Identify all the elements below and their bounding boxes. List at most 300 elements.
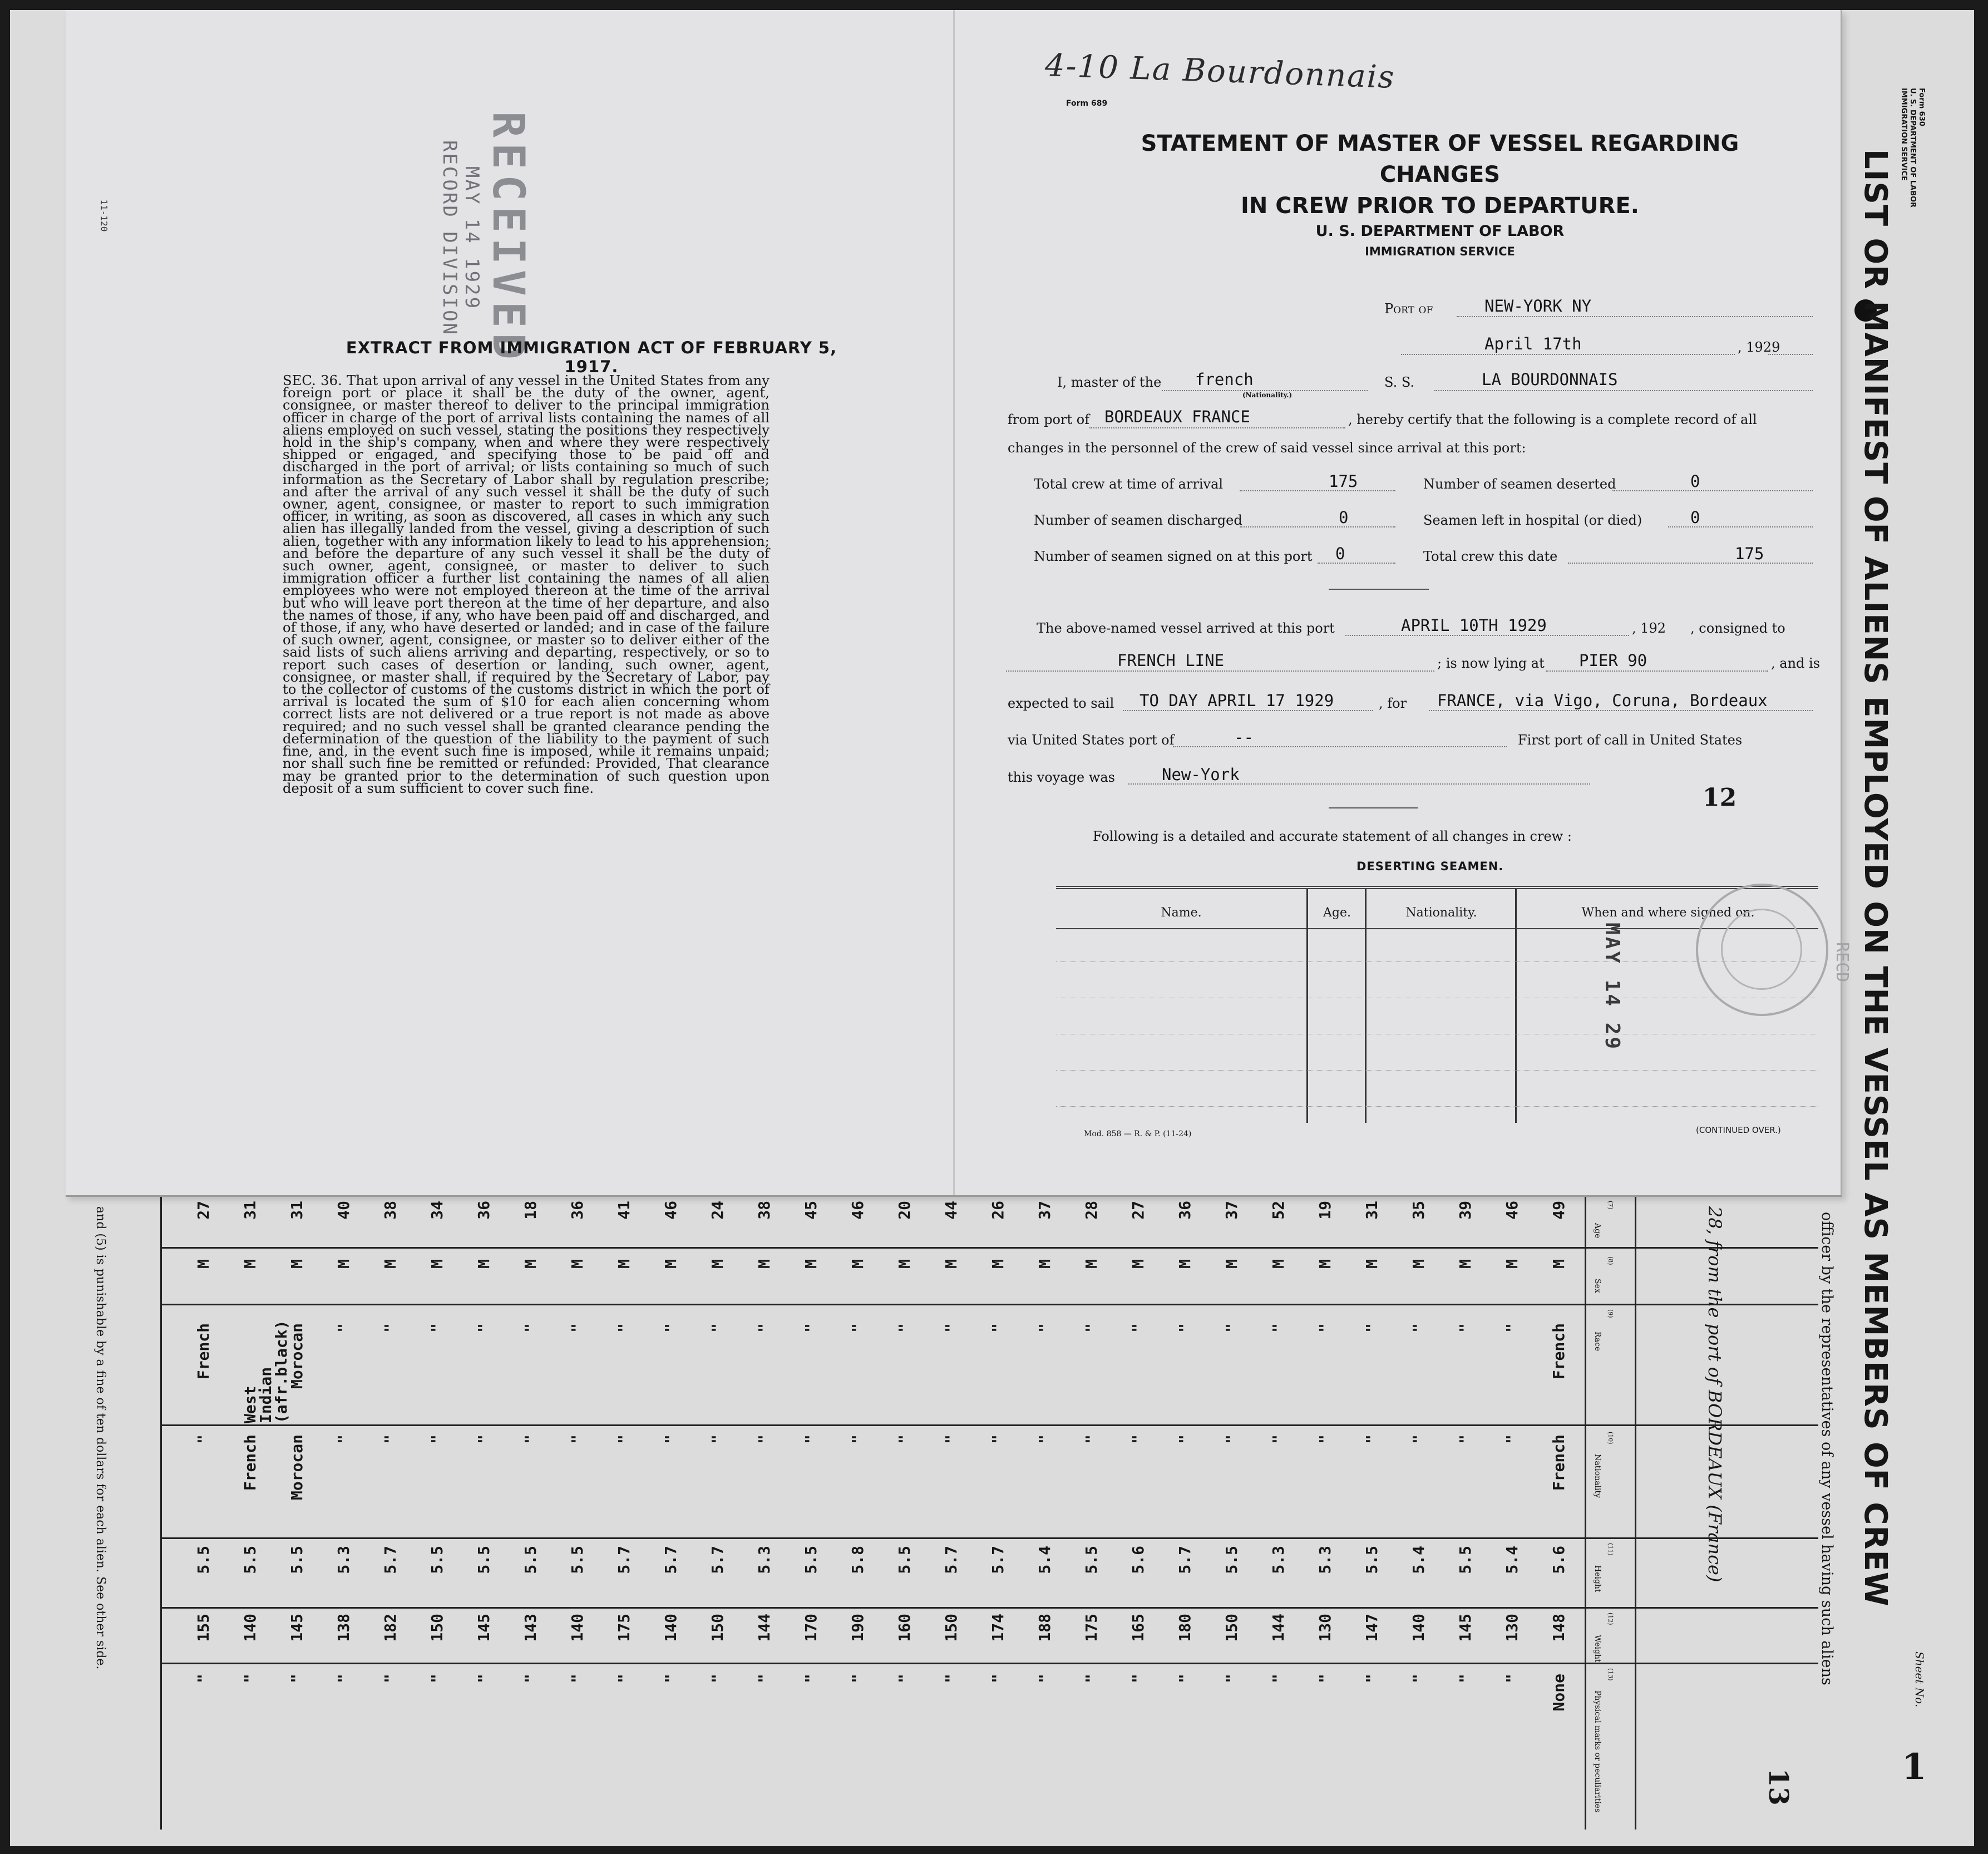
- manifest-cell-nat: ": [1222, 1434, 1241, 1444]
- extract-title: EXTRACT FROM IMMIGRATION ACT OF FEBRUARY 5, 1917.: [346, 338, 837, 376]
- manifest-cell-sex: M: [1035, 1259, 1054, 1269]
- manifest-cell-weight: 180: [1176, 1614, 1194, 1642]
- manifest-cell-height: 5.3: [334, 1546, 353, 1574]
- sheet-label: Sheet No.: [1913, 1651, 1926, 1708]
- manifest-cell-sex: M: [849, 1259, 867, 1269]
- discharged-label: Number of seamen discharged: [1034, 512, 1242, 528]
- manifest-cell-marks: ": [521, 1674, 540, 1683]
- manifest-header-label: Age: [1593, 1223, 1602, 1239]
- manifest-cell-race: Morocan: [288, 1323, 306, 1389]
- manifest-header-number: (11): [1607, 1543, 1614, 1556]
- manifest-cell-marks: ": [475, 1674, 493, 1683]
- manifest-cell-marks: ": [1082, 1674, 1101, 1683]
- manifest-cell-race: ": [1129, 1323, 1147, 1333]
- manifest-cell-marks: ": [708, 1674, 727, 1683]
- manifest-cell-age: 34: [428, 1201, 446, 1220]
- manifest-cell-age: 20: [895, 1201, 914, 1220]
- manifest-cell-nat: ": [1035, 1434, 1054, 1444]
- manifest-cell-weight: 165: [1129, 1614, 1147, 1642]
- manifest-cell-sex: M: [1456, 1259, 1474, 1269]
- table-header-signed-on: When and where signed on.: [1581, 906, 1755, 920]
- manifest-cell-height: 5.7: [615, 1546, 633, 1574]
- manifest-cell-nat: ": [1503, 1434, 1521, 1444]
- document-page: [10, 10, 1974, 1846]
- manifest-cell-sex: M: [755, 1259, 773, 1269]
- manifest-cell-age: 27: [194, 1201, 213, 1220]
- total-crew-arrival-label: Total crew at time of arrival: [1034, 476, 1224, 492]
- manifest-cell-nat: ": [568, 1434, 586, 1444]
- manifest-cell-weight: 175: [615, 1614, 633, 1642]
- manifest-cell-marks: ": [1129, 1674, 1147, 1683]
- manifest-cell-sex: M: [1082, 1259, 1101, 1269]
- manifest-cell-weight: 150: [708, 1614, 727, 1642]
- manifest-cell-race: ": [1269, 1323, 1287, 1333]
- manifest-cell-race: ": [942, 1323, 960, 1333]
- lying-label: ; is now lying at: [1437, 655, 1545, 671]
- manifest-cell-nat: Morocan: [288, 1434, 306, 1501]
- sheet-number: 1: [1902, 1746, 1927, 1788]
- hospital-label: Seamen left in hospital (or died): [1423, 512, 1642, 528]
- side-number: 11-120: [98, 199, 110, 232]
- manifest-table: [160, 1195, 1818, 1830]
- manifest-cell-marks: ": [802, 1674, 820, 1683]
- from-port-value: BORDEAUX FRANCE: [1104, 407, 1250, 426]
- manifest-cell-age: 45: [802, 1201, 820, 1220]
- manifest-cell-sex: M: [1129, 1259, 1147, 1269]
- manifest-cell-nat: ": [334, 1434, 353, 1444]
- manifest-cell-weight: 145: [288, 1614, 306, 1642]
- manifest-cell-sex: M: [662, 1259, 680, 1269]
- manifest-cell-nat: ": [1409, 1434, 1428, 1444]
- manifest-cell-age: 27: [1129, 1201, 1147, 1220]
- manifest-cell-nat: ": [475, 1434, 493, 1444]
- total-crew-arrival-value: 175: [1329, 472, 1358, 491]
- manifest-cell-nat: ": [194, 1434, 213, 1444]
- manifest-title: LIST OR MANIFEST OF ALIENS EMPLOYED ON THE VESSEL AS MEMBERS OF CREW: [1857, 149, 1893, 1607]
- manifest-cell-marks: ": [662, 1674, 680, 1683]
- manifest-cell-height: 5.3: [1316, 1546, 1334, 1574]
- manifest-cell-marks: ": [1409, 1674, 1428, 1683]
- manifest-cell-height: 5.6: [1550, 1546, 1568, 1574]
- manifest-cell-age: 49: [1550, 1201, 1568, 1220]
- manifest-footer: and (5) is punishable by a fine of ten dollars for each alien. See other side.: [93, 1206, 107, 1670]
- manifest-header-label: Sex: [1593, 1279, 1602, 1293]
- manifest-cell-weight: 190: [849, 1614, 867, 1642]
- manifest-cell-sex: M: [428, 1259, 446, 1269]
- manifest-cell-height: 5.7: [942, 1546, 960, 1574]
- manifest-cell-sex: M: [1176, 1259, 1194, 1269]
- manifest-cell-weight: 143: [521, 1614, 540, 1642]
- manifest-cell-weight: 140: [241, 1614, 259, 1642]
- manifest-cell-weight: 144: [1269, 1614, 1287, 1642]
- manifest-cell-height: 5.5: [802, 1546, 820, 1574]
- deserted-value: 0: [1690, 472, 1700, 491]
- manifest-cell-height: 5.5: [1363, 1546, 1381, 1574]
- manifest-cell-weight: 174: [989, 1614, 1007, 1642]
- manifest-cell-sex: M: [1363, 1259, 1381, 1269]
- manifest-cell-sex: M: [708, 1259, 727, 1269]
- manifest-cell-marks: ": [568, 1674, 586, 1683]
- manifest-cell-weight: 182: [381, 1614, 399, 1642]
- date-stamp: MAY 14 29: [1601, 923, 1624, 1052]
- manifest-cell-age: 52: [1269, 1201, 1287, 1220]
- manifest-cell-height: 5.5: [475, 1546, 493, 1574]
- manifest-cell-height: 5.7: [708, 1546, 727, 1574]
- manifest-cell-nat: ": [381, 1434, 399, 1444]
- manifest-cell-race: ": [989, 1323, 1007, 1333]
- manifest-cell-height: 5.7: [989, 1546, 1007, 1574]
- manifest-cell-weight: 150: [942, 1614, 960, 1642]
- manifest-cell-sex: M: [288, 1259, 306, 1269]
- for-value: FRANCE, via Vigo, Coruna, Bordeaux: [1437, 691, 1768, 710]
- manifest-cell-weight: 175: [1082, 1614, 1101, 1642]
- manifest-cell-race: ": [755, 1323, 773, 1333]
- manifest-cell-height: 5.5: [288, 1546, 306, 1574]
- manifest-cell-age: 31: [288, 1201, 306, 1220]
- manifest-cell-nat: ": [802, 1434, 820, 1444]
- manifest-cell-marks: ": [1269, 1674, 1287, 1683]
- arrived-value: APRIL 10TH 1929: [1401, 616, 1547, 635]
- form-630-label: Form 630 U. S. DEPARTMENT OF LABOR IMMIGRATION SERVICE: [1900, 88, 1926, 208]
- manifest-cell-nat: ": [755, 1434, 773, 1444]
- following-text: Following is a detailed and accurate statement of all changes in crew :: [1093, 829, 1572, 844]
- manifest-cell-weight: 130: [1503, 1614, 1521, 1642]
- manifest-cell-marks: ": [1035, 1674, 1054, 1683]
- manifest-cell-age: 28: [1082, 1201, 1101, 1220]
- manifest-cell-age: 40: [334, 1201, 353, 1220]
- first-port-label: First port of call in United States: [1518, 732, 1743, 748]
- record-division-stamp: RECORD DIVISION: [438, 140, 461, 337]
- manifest-cell-nat: ": [989, 1434, 1007, 1444]
- manifest-cell-weight: 148: [1550, 1614, 1568, 1642]
- table-header-age: Age.: [1323, 906, 1351, 920]
- manifest-cell-nat: ": [708, 1434, 727, 1444]
- manifest-cell-race: ": [475, 1323, 493, 1333]
- manifest-cell-weight: 150: [1222, 1614, 1241, 1642]
- manifest-cell-height: 5.5: [241, 1546, 259, 1574]
- consignee-value: FRENCH LINE: [1117, 651, 1225, 670]
- manifest-cell-marks: ": [1222, 1674, 1241, 1683]
- manifest-cell-marks: ": [989, 1674, 1007, 1683]
- master-label: I, master of the: [1057, 374, 1162, 390]
- manifest-cell-height: 5.8: [849, 1546, 867, 1574]
- handwritten-note: 4-10 La Bourdonnais: [1044, 47, 1396, 96]
- for-label: , for: [1379, 696, 1407, 711]
- manifest-header-number: (8): [1607, 1256, 1614, 1265]
- signed-on-value: 0: [1335, 544, 1345, 563]
- via-label: via United States port of: [1008, 732, 1175, 748]
- form-689-sheet: [66, 10, 1852, 1197]
- department-heading: [1273, 221, 1607, 262]
- manifest-cell-sex: M: [334, 1259, 353, 1269]
- manifest-subtitle: officer by the representatives of any vessel having such aliens: [1818, 1212, 1836, 1685]
- manifest-cell-marks: ": [1176, 1674, 1194, 1683]
- voyage-label: this voyage was: [1008, 770, 1115, 785]
- manifest-cell-age: 19: [1316, 1201, 1334, 1220]
- manifest-cell-race: ": [895, 1323, 914, 1333]
- deserted-label: Number of seamen deserted: [1423, 476, 1616, 492]
- manifest-cell-race: ": [849, 1323, 867, 1333]
- manifest-cell-nat: ": [1082, 1434, 1101, 1444]
- ss-label: S. S.: [1384, 374, 1415, 390]
- table-header-nationality: Nationality.: [1405, 906, 1477, 920]
- manifest-header-label: Weight: [1593, 1635, 1602, 1663]
- manifest-cell-weight: 147: [1363, 1614, 1381, 1642]
- manifest-cell-age: 35: [1409, 1201, 1428, 1220]
- manifest-header-number: (13): [1607, 1668, 1614, 1681]
- manifest-cell-nat: French: [241, 1434, 259, 1491]
- manifest-cell-age: 36: [475, 1201, 493, 1220]
- manifest-cell-age: 39: [1456, 1201, 1474, 1220]
- manifest-cell-race: French: [1550, 1323, 1568, 1380]
- manifest-cell-sex: M: [241, 1259, 259, 1269]
- manifest-cell-marks: ": [615, 1674, 633, 1683]
- manifest-cell-sex: M: [1316, 1259, 1334, 1269]
- manifest-cell-sex: M: [521, 1259, 540, 1269]
- manifest-cell-age: 36: [1176, 1201, 1194, 1220]
- manifest-cell-race: ": [1176, 1323, 1194, 1333]
- manifest-cell-marks: ": [381, 1674, 399, 1683]
- voyage-value: New-York: [1162, 765, 1240, 784]
- lying-value: PIER 90: [1579, 651, 1647, 670]
- manifest-cell-height: 5.5: [428, 1546, 446, 1574]
- manifest-cell-weight: 170: [802, 1614, 820, 1642]
- manifest-cell-height: 5.6: [1129, 1546, 1147, 1574]
- manifest-port-line: 28, from the port of BORDEAUX (France): [1704, 1206, 1725, 1582]
- manifest-cell-weight: 140: [568, 1614, 586, 1642]
- manifest-cell-age: 36: [568, 1201, 586, 1220]
- manifest-cell-nat: ": [615, 1434, 633, 1444]
- port-label: Port of: [1384, 301, 1433, 317]
- manifest-cell-sex: M: [1409, 1259, 1428, 1269]
- manifest-cell-height: 5.5: [568, 1546, 586, 1574]
- from-port-label: from port of: [1008, 412, 1090, 427]
- manifest-cell-age: 38: [381, 1201, 399, 1220]
- mod-text: Mod. 858 — R. & P. (11-24): [1084, 1130, 1192, 1138]
- ship-name: LA BOURDONNAIS: [1482, 370, 1618, 389]
- manifest-cell-race: ": [334, 1323, 353, 1333]
- manifest-header-number: (12): [1607, 1613, 1614, 1625]
- manifest-cell-marks: ": [895, 1674, 914, 1683]
- arrived-year: , 192: [1632, 620, 1666, 636]
- title-line-2: IN CREW PRIOR TO DEPARTURE.: [1241, 193, 1639, 219]
- expected-value: TO DAY APRIL 17 1929: [1139, 691, 1334, 710]
- manifest-cell-age: 44: [942, 1201, 960, 1220]
- manifest-cell-weight: 150: [428, 1614, 446, 1642]
- manifest-cell-nat: French: [1550, 1434, 1568, 1491]
- changes-text: changes in the personnel of the crew of said vessel since arrival at this port:: [1008, 440, 1526, 456]
- manifest-cell-age: 41: [615, 1201, 633, 1220]
- consigned-label: , consigned to: [1690, 620, 1785, 636]
- manifest-cell-sex: M: [475, 1259, 493, 1269]
- manifest-cell-nat: ": [662, 1434, 680, 1444]
- manifest-cell-sex: M: [1269, 1259, 1287, 1269]
- manifest-cell-marks: ": [849, 1674, 867, 1683]
- manifest-cell-weight: 160: [895, 1614, 914, 1642]
- manifest-cell-sex: M: [1222, 1259, 1241, 1269]
- manifest-header-label: Physical marks or peculiarities: [1593, 1690, 1602, 1813]
- manifest-cell-race: ": [1409, 1323, 1428, 1333]
- manifest-cell-marks: ": [1363, 1674, 1381, 1683]
- manifest-header-label: Nationality: [1593, 1454, 1602, 1498]
- manifest-cell-race: ": [428, 1323, 446, 1333]
- manifest-cell-age: 46: [849, 1201, 867, 1220]
- manifest-cell-race: ": [1456, 1323, 1474, 1333]
- manifest-cell-race: ": [568, 1323, 586, 1333]
- signed-on-label: Number of seamen signed on at this port: [1034, 549, 1313, 564]
- nationality-caption: (Nationality.): [1242, 391, 1293, 399]
- manifest-cell-age: 37: [1035, 1201, 1054, 1220]
- manifest-cell-sex: M: [989, 1259, 1007, 1269]
- nationality-value: french: [1195, 370, 1254, 389]
- manifest-cell-nat: ": [849, 1434, 867, 1444]
- manifest-cell-race: ": [381, 1323, 399, 1333]
- manifest-cell-weight: 144: [755, 1614, 773, 1642]
- date-value: April 17th: [1484, 334, 1582, 353]
- manifest-cell-weight: 138: [334, 1614, 353, 1642]
- manifest-cell-nat: ": [1363, 1434, 1381, 1444]
- manifest-cell-height: 5.7: [662, 1546, 680, 1574]
- manifest-cell-weight: 130: [1316, 1614, 1334, 1642]
- manifest-cell-race: ": [615, 1323, 633, 1333]
- manifest-cell-marks: ": [428, 1674, 446, 1683]
- manifest-cell-nat: ": [521, 1434, 540, 1444]
- manifest-cell-race: ": [802, 1323, 820, 1333]
- manifest-cell-race: ": [1503, 1323, 1521, 1333]
- manifest-cell-nat: ": [1176, 1434, 1194, 1444]
- manifest-cell-weight: 145: [475, 1614, 493, 1642]
- manifest-cell-marks: ": [1316, 1674, 1334, 1683]
- manifest-cell-nat: ": [1456, 1434, 1474, 1444]
- manifest-cell-marks: ": [1503, 1674, 1521, 1683]
- manifest-cell-race: West Indian (afr.black): [241, 1320, 290, 1423]
- manifest-cell-nat: ": [942, 1434, 960, 1444]
- recd-stamp: RECD: [1832, 942, 1852, 983]
- manifest-cell-race: ": [1222, 1323, 1241, 1333]
- number-12: 12: [1703, 783, 1737, 812]
- manifest-cell-age: 18: [521, 1201, 540, 1220]
- manifest-cell-nat: ": [428, 1434, 446, 1444]
- manifest-cell-height: 5.3: [755, 1546, 773, 1574]
- manifest-cell-nat: ": [1269, 1434, 1287, 1444]
- continued-text: (CONTINUED OVER.): [1696, 1125, 1781, 1135]
- and-is-label: , and is: [1771, 655, 1821, 671]
- received-stamp: [366, 110, 533, 366]
- manifest-cell-nat: ": [1316, 1434, 1334, 1444]
- certify-text: , hereby certify that the following is a complete record of all: [1348, 412, 1757, 427]
- page-title: [1078, 128, 1802, 221]
- manifest-cell-age: 24: [708, 1201, 727, 1220]
- manifest-cell-sex: M: [194, 1259, 213, 1269]
- manifest-cell-height: 5.3: [1269, 1546, 1287, 1574]
- manifest-cell-race: ": [1363, 1323, 1381, 1333]
- manifest-header-number: (10): [1607, 1432, 1614, 1444]
- manifest-cell-age: 46: [1503, 1201, 1521, 1220]
- manifest-cell-weight: 140: [662, 1614, 680, 1642]
- page-number: 13: [1763, 1768, 1794, 1806]
- manifest-cell-marks: ": [1456, 1674, 1474, 1683]
- table-header-name: Name.: [1161, 906, 1202, 920]
- deserting-heading: DESERTING SEAMEN.: [1356, 860, 1504, 873]
- manifest-cell-height: 5.7: [381, 1546, 399, 1574]
- hospital-value: 0: [1690, 508, 1700, 527]
- manifest-cell-height: 5.4: [1503, 1546, 1521, 1574]
- manifest-cell-weight: 155: [194, 1614, 213, 1642]
- manifest-cell-age: 37: [1222, 1201, 1241, 1220]
- manifest-cell-sex: M: [568, 1259, 586, 1269]
- discharged-value: 0: [1339, 508, 1349, 527]
- manifest-cell-marks: ": [755, 1674, 773, 1683]
- manifest-header-label: Height: [1593, 1565, 1602, 1592]
- manifest-cell-height: 5.5: [1456, 1546, 1474, 1574]
- manifest-cell-race: ": [1316, 1323, 1334, 1333]
- port-value: NEW-YORK NY: [1484, 297, 1592, 315]
- manifest-cell-height: 5.5: [1222, 1546, 1241, 1574]
- circular-stamp-inner: [1721, 909, 1802, 990]
- manifest-cell-race: ": [708, 1323, 727, 1333]
- manifest-cell-age: 46: [662, 1201, 680, 1220]
- department-name: U. S. DEPARTMENT OF LABOR: [1315, 223, 1565, 240]
- manifest-cell-marks: ": [334, 1674, 353, 1683]
- manifest-cell-sex: M: [381, 1259, 399, 1269]
- manifest-cell-race: French: [194, 1323, 213, 1380]
- extract-text: SEC. 36. That upon arrival of any vessel in the United States from any foreign port or place it shall be the duty of the owner, agent, consignee, or master thereof to deliver to the principal immigration officer in charge of the port of arrival lists containing the names of all aliens employed on such vessel, stating the positions they respectively hold in the ship's company, when and where they were respectively shipped or engaged, and specifying those to be paid off and discharged in the port of arrival; or lists containing so much of such information as the Secretary of Labor shall by regulation prescribe; and after the arrival of any such vessel it shall be the duty of such owner, agent, consignee, or master to report to such immigration officer, in writing, as soon as discovered, all cases in which any such alien has illegally landed from the vessel, giving a description of such alien, together with any information likely to lead to his apprehension; and before the departure of any such vessel it shall be the duty of such owner, agent, consignee, or master to deliver to such immigration officer a further list containing the names of all alien employees who were not employed thereon at the time of the arrival but who will leave port thereon at the time of her departure, and also the names of those, if any, who have been paid off and discharged, and of those, if any, who have deserted or landed; and in case of the failure of such owner, agent, consignee, or master so to deliver either of the said lists of such aliens arriving and departing, respectively, or so to report such cases of desertion or landing, such owner, agent, consignee, or master shall, if required by the Secretary of Labor, pay to the collector of customs of the customs district in which the port of arrival is located the sum of $10 for each alien concerning whom correct lists are not delivered or a true report is not made as above required; and no such vessel shall be granted clearance pending the determination of the question of the liability to the payment of such fine, and, in the event such fine is imposed, while it remains unpaid; nor shall such fine be remitted or refunded: Provided, That clearance may be granted prior to the determination of such question upon deposit of a sum sufficient to cover such fine.: [283, 372, 774, 796]
- arrived-label: The above-named vessel arrived at this port: [1037, 620, 1335, 636]
- manifest-cell-sex: M: [895, 1259, 914, 1269]
- manifest-cell-height: 5.5: [194, 1546, 213, 1574]
- year-label: , 1929: [1738, 339, 1780, 355]
- manifest-cell-height: 5.4: [1409, 1546, 1428, 1574]
- total-crew-date-label: Total crew this date: [1423, 549, 1558, 564]
- manifest-header-label: Race: [1593, 1332, 1602, 1352]
- manifest-cell-race: ": [521, 1323, 540, 1333]
- via-value: --: [1234, 728, 1254, 747]
- manifest-cell-age: 38: [755, 1201, 773, 1220]
- manifest-cell-height: 5.7: [1176, 1546, 1194, 1574]
- manifest-cell-sex: M: [1503, 1259, 1521, 1269]
- manifest-cell-race: ": [1082, 1323, 1101, 1333]
- manifest-header-number: (7): [1607, 1201, 1614, 1210]
- manifest-cell-sex: M: [802, 1259, 820, 1269]
- received-stamp-word: RECEIVED: [483, 111, 533, 365]
- manifest-cell-race: ": [662, 1323, 680, 1333]
- service-name: IMMIGRATION SERVICE: [1365, 245, 1515, 258]
- manifest-cell-height: 5.5: [895, 1546, 914, 1574]
- manifest-cell-sex: M: [1550, 1259, 1568, 1269]
- manifest-header-number: (9): [1607, 1309, 1614, 1318]
- manifest-cell-weight: 188: [1035, 1614, 1054, 1642]
- manifest-cell-height: 5.4: [1035, 1546, 1054, 1574]
- manifest-cell-marks: None: [1550, 1674, 1568, 1712]
- manifest-cell-nat: ": [1129, 1434, 1147, 1444]
- manifest-cell-marks: ": [942, 1674, 960, 1683]
- manifest-cell-marks: ": [288, 1674, 306, 1683]
- total-crew-date-value: 175: [1735, 544, 1764, 563]
- manifest-cell-race: ": [1035, 1323, 1054, 1333]
- manifest-cell-sex: M: [942, 1259, 960, 1269]
- manifest-cell-age: 31: [1363, 1201, 1381, 1220]
- received-stamp-date: MAY 14 1929: [461, 166, 483, 310]
- title-line-1: STATEMENT OF MASTER OF VESSEL REGARDING CHANGES: [1141, 131, 1739, 188]
- manifest-cell-age: 31: [241, 1201, 259, 1220]
- manifest-cell-height: 5.5: [521, 1546, 540, 1574]
- manifest-cell-age: 26: [989, 1201, 1007, 1220]
- manifest-cell-nat: ": [895, 1434, 914, 1444]
- expected-label: expected to sail: [1008, 696, 1114, 711]
- manifest-cell-sex: M: [615, 1259, 633, 1269]
- manifest-cell-height: 5.5: [1082, 1546, 1101, 1574]
- manifest-cell-marks: ": [241, 1674, 259, 1683]
